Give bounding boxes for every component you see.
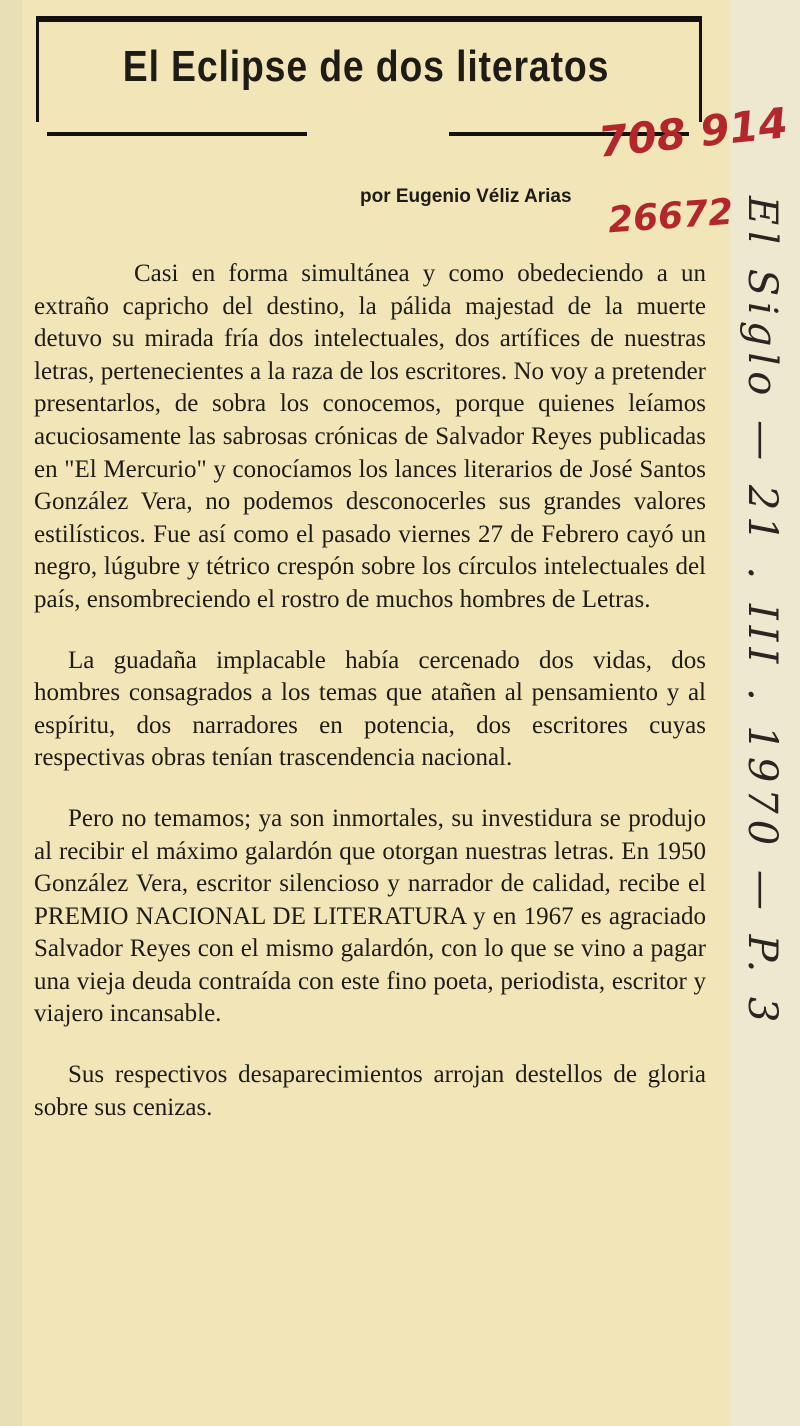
article-byline: por Eugenio Véliz Arias [360,186,572,207]
article-paragraph: Sus respectivos desaparecimientos arrojan destellos de gloria sobre sus cenizas. [34,1061,706,1121]
title-rule-left [47,132,307,136]
handwritten-catalog-number: 708 914 [595,98,791,167]
article-paragraph: La guadaña implacable había cercenado dos vidas, dos hombres consagrados a los temas que atañen al pensamiento y al espíritu, dos narradores en potencia, dos escritores cuyas respectivas obras tenían trascendencia nacional. [34,646,706,772]
article-paragraph: Casi en forma simultánea y como obedeciendo a un extraño capricho del destino, la pálida majestad de la muerte detuvo su mirada fría dos intelectuales, dos artífices de nuestras letras, pertenecientes a la raza de los escritores. No voy a pretender presentarlos, de sobra los conocemos, porque quienes leíamos acuciosamente las sabrosas crónicas de Salvador Reyes publicadas en "El Mercurio" y conocíamos los lances literarios de José Santos González Vera, no podemos desconocerles sus grandes valores estilísticos. Fue así como el pasado viernes 27 de Febrero cayó un negro, lúgubre y tétrico crespón sobre los círculos intelectuales del país, ensombreciendo el rostro de muchos hombres de Letras. [34,260,706,613]
article-paragraph: Pero no temamos; ya son inmortales, su investidura se produjo al recibir el máximo galardón que otorgan nuestras letras. En 1950 González Vera, escritor silencioso y narrador de calidad, recibe el PREMIO NACIONAL DE LITERATURA y en 1967 es agraciado Salvador Reyes con el mismo galardón, con lo que se vino a pagar una vieja deuda contraída con este fino poeta, periodista, escritor y viajero incansable. [34,804,706,1028]
handwritten-source-note: El Siglo — 21 . III . 1970 — P. 3 [739,196,785,1029]
article-body [34,258,706,1124]
article-title: El Eclipse de dos literatos [122,42,610,91]
handwritten-inventory-number: 26672 [606,191,735,242]
